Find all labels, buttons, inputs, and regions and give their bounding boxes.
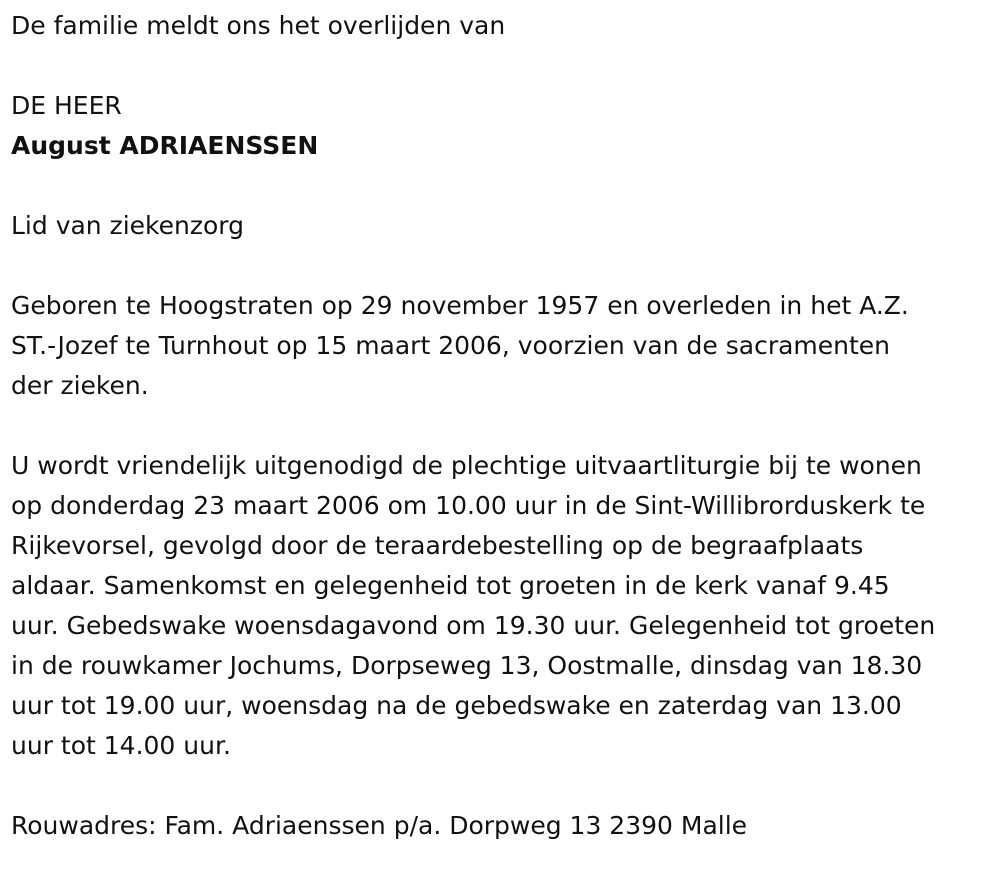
paragraph-line: op donderdag 23 maart 2006 om 10.00 uur in de Sint-Willibrorduskerk te <box>11 491 926 520</box>
paragraph-line: uur. Gebedswake woensdagavond om 19.30 uur. Gelegenheid tot groeten <box>11 611 936 640</box>
birth-death-paragraph <box>11 286 980 406</box>
spacer <box>11 46 980 86</box>
funeral-paragraph <box>11 446 980 766</box>
paragraph-line: in de rouwkamer Jochums, Dorpseweg 13, Oostmalle, dinsdag van 18.30 <box>11 651 923 680</box>
paragraph-line: U wordt vriendelijk uitgenodigd de plechtige uitvaartliturgie bij te wonen <box>11 451 922 480</box>
paragraph-line: Geboren te Hoogstraten op 29 november 1957 en overleden in het A.Z. <box>11 291 909 320</box>
paragraph-line: ST.-Jozef te Turnhout op 15 maart 2006, voorzien van de sacramenten <box>11 331 891 360</box>
honorific: DE HEER <box>11 91 122 120</box>
deceased-name: August ADRIAENSSEN <box>11 131 319 160</box>
paragraph-line: der zieken. <box>11 371 149 400</box>
paragraph-line: Rijkevorsel, gevolgd door de teraardebestelling op de begraafplaats <box>11 531 864 560</box>
paragraph-line: aldaar. Samenkomst en gelegenheid tot groeten in de kerk vanaf 9.45 <box>11 571 890 600</box>
spacer <box>11 766 980 806</box>
intro-text: De familie meldt ons het overlijden van <box>11 11 506 40</box>
spacer <box>11 406 980 446</box>
membership-text: Lid van ziekenzorg <box>11 211 244 240</box>
spacer <box>11 246 980 286</box>
spacer <box>11 166 980 206</box>
mourning-address: Rouwadres: Fam. Adriaenssen p/a. Dorpweg 13 2390 Malle <box>11 811 748 840</box>
paragraph-line: uur tot 19.00 uur, woensdag na de gebedswake en zaterdag van 13.00 <box>11 691 902 720</box>
paragraph-line: uur tot 14.00 uur. <box>11 731 231 760</box>
